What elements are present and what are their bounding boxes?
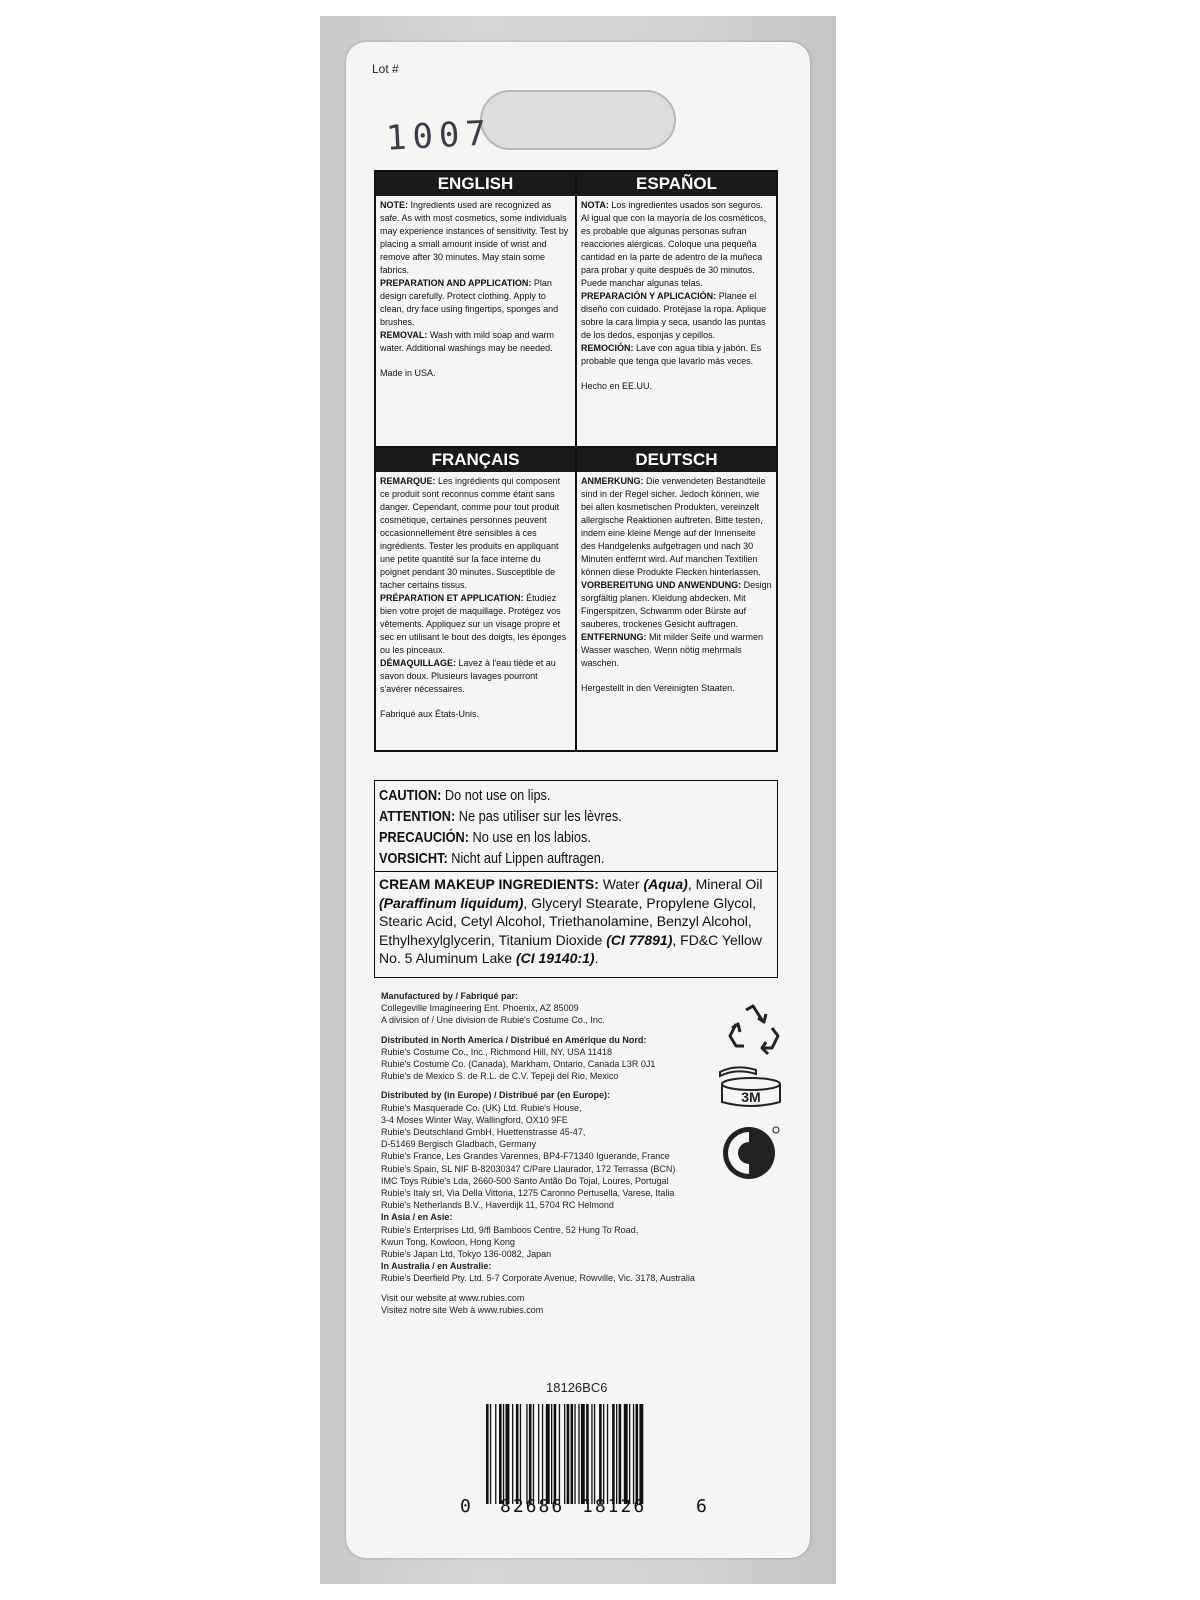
barcode-bar: [629, 1404, 630, 1504]
english-removal-text: Wash with mild soap and warm water. Additional washings may be needed.: [380, 330, 555, 353]
lot-number-stamp: 1007: [385, 113, 493, 159]
english-prep-text: Plan design carefully. Protect clothing. Apply to clean, dry face using fingertips, sponges and brushes.: [380, 278, 559, 327]
caution-line-fr: ATTENTION: Ne pas utiliser sur les lèvres.: [379, 808, 622, 825]
english-note-label: NOTE:: [380, 200, 408, 210]
german-removal-label: ENTFERNUNG:: [581, 632, 647, 642]
barcode-bar: [567, 1404, 570, 1504]
spanish-header: ESPAÑOL: [577, 172, 776, 196]
barcode-bar: [546, 1404, 550, 1504]
europe-line: Rubie's Masquerade Co. (UK) Ltd. Rubie's House,: [381, 1102, 582, 1113]
barcode-bar: [538, 1404, 539, 1504]
website-line: Visit our website at www.rubies.com: [381, 1292, 525, 1303]
barcode-group-1: 82686: [500, 1496, 565, 1517]
barcode-bar: [526, 1404, 527, 1504]
green-dot-icon: [722, 1124, 780, 1182]
english-body: [376, 196, 575, 383]
manufactured-heading: Manufactured by / Fabriqué par:: [381, 991, 519, 1001]
language-instructions-grid: [374, 170, 778, 752]
caution-warnings: [375, 781, 777, 872]
lot-label: Lot #: [372, 62, 399, 76]
north-america-line: Rubie's Costume Co., Inc., Richmond Hill, NY, USA 11418: [381, 1046, 612, 1057]
german-prep-label: VORBEREITUNG UND ANWENDUNG:: [581, 580, 742, 590]
australia-heading: In Australia / en Australie:: [381, 1261, 492, 1272]
english-section: [375, 171, 576, 447]
north-america-heading: Distributed in North America / Distribué en Amérique du Nord:: [381, 1034, 647, 1045]
barcode-bar: [499, 1404, 502, 1504]
barcode-bar: [520, 1404, 521, 1504]
caution-line-de: VORSICHT: Nicht auf Lippen auftragen.: [379, 850, 605, 867]
barcode-bar: [591, 1404, 592, 1504]
barcode-bar: [490, 1404, 491, 1504]
north-america-line: Rubie's de Mexico S. de R.L. de C.V. Tepeji del Rio, Mexico: [381, 1071, 619, 1082]
french-note-label: REMARQUE:: [380, 476, 436, 486]
french-prep-label: PRÉPARATION ET APPLICATION:: [380, 593, 524, 603]
french-section: [375, 447, 576, 751]
product-code: 18126BC6: [546, 1380, 608, 1395]
barcode-bar: [503, 1404, 504, 1504]
caution-line-en: CAUTION: Do not use on lips.: [379, 787, 551, 804]
europe-line: Rubie's Deutschland GmbH, Huettenstrasse 45-47,: [381, 1127, 586, 1138]
spanish-body: [577, 196, 776, 396]
barcode-bar: [506, 1404, 510, 1504]
barcode-bar: [603, 1404, 604, 1504]
german-body: [577, 472, 776, 698]
australia-line: Rubie's Deerfield Pty. Ltd. 5-7 Corporate Avenue, Rowville, Vic. 3178, Australia: [381, 1273, 695, 1284]
german-removal-text: Mit milder Seife und warmen Wasser waschen. Wenn nötig mehrmals waschen.: [581, 632, 764, 668]
french-removal-text: Lavez à l'eau tiède et au savon doux. Plusieurs lavages pourront s'avérer nécessaires.: [380, 658, 556, 694]
spanish-removal-text: Lave con agua tibia y jabón. Es probable que tenga que lavarlo más veces.: [581, 343, 762, 366]
north-america-line: Rubie's Costume Co. (Canada), Markham, Ontario, Canada L3R 0J1: [381, 1059, 656, 1070]
caution-line-es: PRECAUCIÓN: No use en los labios.: [379, 829, 591, 846]
german-note-label: ANMERKUNG:: [581, 476, 644, 486]
spanish-prep-label: PREPARACIÓN Y APLICACIÓN:: [581, 291, 717, 301]
french-note-text: Les ingrédients qui composent ce produit sont reconnus comme étant sans danger. Cependant, comme pour tout produit cosmétique, certaines personnes peuvent occasionnellement être sensibles à ces ingrédients. Tester les produits en appliquant une petite quantité sur la face interne du poignet pendant 30 minutes. Susceptible de tacher certains tissus.: [380, 476, 561, 590]
asia-heading: In Asia / en Asie:: [381, 1212, 453, 1223]
barcode-bar: [639, 1404, 643, 1504]
german-header: DEUTSCH: [577, 448, 776, 472]
english-header: ENGLISH: [376, 172, 575, 196]
europe-line: Rubie's Italy srl, Via Della Vittoria, 1275 Caronno Pertusella, Varese, Italia: [381, 1188, 675, 1199]
manufactured-line: A division of / Une division de Rubie's Costume Co., Inc.: [381, 1015, 605, 1026]
german-made-in: Hergestellt in den Vereinigten Staaten.: [581, 683, 735, 693]
barcode-bar: [551, 1404, 552, 1504]
english-made-in: Made in USA.: [380, 368, 436, 378]
barcode-bar: [574, 1404, 575, 1504]
spanish-prep-text: Planee el diseño con cuidado. Protéjase la ropa. Aplique sobre la cara limpia y seca, usando las puntas de los dedos, esponjas y cepillos.: [581, 291, 767, 340]
english-note-text: Ingredients used are recognized as safe. As with most cosmetics, some individuals may experience instances of sensitivity. Test by placing a small amount inside of wrist and remove after 30 minutes. May stain some fabrics.: [380, 200, 569, 275]
manufactured-line: Collegeville Imagineering Ent. Phoenix, AZ 85009: [381, 1003, 579, 1014]
barcode-bar: [542, 1404, 543, 1504]
barcode-bar: [529, 1404, 532, 1504]
french-prep-text: Étudiez bien votre projet de maquillage. Protégez vos vêtements. Appliquez sur un visage propre et sec en utilisant le bout des doigts, les éponges ou les pinceaux.: [380, 593, 567, 655]
barcode-bar: [571, 1404, 574, 1504]
barcode-bar: [559, 1404, 560, 1504]
barcode-bar: [578, 1404, 579, 1504]
europe-line: D-51469 Bergisch Gladbach, Germany: [381, 1139, 537, 1150]
barcode-bar: [599, 1404, 602, 1504]
barcode-bar: [586, 1404, 589, 1504]
europe-line: IMC Toys Rubie's Lda, 2660-500 Santo Antão Do Tojal, Loures, Portugal: [381, 1175, 669, 1186]
barcode-bar: [616, 1404, 617, 1504]
europe-line: Rubie's Netherlands B.V., Haverdijk 11, 5704 RC Helmond: [381, 1200, 614, 1211]
barcode-bar: [619, 1404, 622, 1504]
barcode-bar: [512, 1404, 513, 1504]
asia-line: Kwun Tong, Kowloon, Hong Kong: [381, 1236, 515, 1247]
barcode-bar: [495, 1404, 496, 1504]
europe-line: 3-4 Moses Winter Way, Wallingford, OX10 9FE: [381, 1114, 568, 1125]
caution-ingredients-box: [374, 780, 778, 978]
french-header: FRANÇAIS: [376, 448, 575, 472]
hang-hole: [480, 90, 676, 150]
jar-label: 3M: [741, 1089, 761, 1105]
barcode-bar: [533, 1404, 534, 1504]
barcode-bar: [624, 1404, 628, 1504]
europe-line: Rubie's France, Les Grandes Varennes, BP4-F71340 Iguerande, France: [381, 1151, 670, 1162]
barcode-bar: [516, 1404, 519, 1504]
barcode-bar: [612, 1404, 615, 1504]
english-prep-label: PREPARATION AND APPLICATION:: [380, 278, 532, 288]
barcode-group-2: 18126: [582, 1496, 647, 1517]
europe-heading: Distributed by (in Europe) / Distribué par (en Europe):: [381, 1090, 611, 1101]
ingredients-list: CREAM MAKEUP INGREDIENTS: Water (Aqua), Mineral Oil (Paraffinum liquidum), Glyceryl Stearate, Propylene Glycol, Stearic Acid, Cetyl Alcohol, Triethanolamine, Benzyl Alcohol, Ethylhexylglycerin, Titanium Dioxide (CI 77891), FD&C Yellow No. 5 Aluminum Lake (CI 19140:1).: [379, 876, 763, 966]
french-body: [376, 472, 575, 724]
german-section: [576, 447, 777, 751]
spanish-removal-label: REMOCIÓN:: [581, 343, 634, 353]
barcode-digit-left: 0: [460, 1496, 471, 1517]
spanish-section: [576, 171, 777, 447]
barcode-bar: [564, 1404, 565, 1504]
asia-line: Rubie's Enterprises Ltd, 9/fl Bamboos Centre, 52 Hung To Road,: [381, 1224, 639, 1235]
barcode: [486, 1404, 688, 1504]
barcode-bar: [581, 1404, 585, 1504]
barcode-digit-right: 6: [696, 1496, 707, 1517]
french-removal-label: DÉMAQUILLAGE:: [380, 658, 456, 668]
website-line: Visitez notre site Web à www.rubies.com: [381, 1304, 544, 1315]
spanish-made-in: Hecho en EE.UU.: [581, 381, 653, 391]
barcode-bar: [636, 1404, 639, 1504]
asia-line: Rubie's Japan Ltd, Tokyo 136-0082, Japan: [381, 1249, 552, 1260]
barcode-bar: [633, 1404, 634, 1504]
french-made-in: Fabriqué aux États-Unis.: [380, 709, 480, 719]
barcode-bar: [594, 1404, 595, 1504]
barcode-bar: [607, 1404, 608, 1504]
europe-line: Rubie's Spain, SL NIF B-82030347 C/Pare Llaurador, 172 Terrassa (BCN): [381, 1163, 676, 1174]
barcode-bar: [554, 1404, 557, 1504]
barcode-bar: [486, 1404, 489, 1504]
german-prep-text: Design sorgfältig planen. Kleidung abdecken. Mit Fingerspitzen, Schwamm oder Bürste auf sauberes, trockenes Gesicht auftragen.: [581, 580, 772, 629]
english-removal-label: REMOVAL:: [380, 330, 428, 340]
spanish-note-label: NOTA:: [581, 200, 609, 210]
german-note-text: Die verwendeten Bestandteile sind in der Regel sicher. Jedoch können, wie bei allen kosmetischen Produkten, vereinzelt allergische Reaktionen auftreten. Bitte testen, indem eine kleine Menge auf der Innenseite des Handgelenks aufgetragen und nach 30 Minuten entfernt wird. Auf manchen Textilien können diese Produkte Flecken hinterlassen.: [581, 476, 766, 577]
spanish-note-text: Los ingredientes usados son seguros. Al igual que con la mayoría de los cosméticos, es probable que algunas personas sufran reacciones alérgicas. Coloque una pequeña cantidad en la parte de adentro de la muñeca para probar y quite después de 30 minutos. Puede manchar algunas telas.: [581, 200, 767, 288]
recycle-icon: [722, 1002, 784, 1060]
distribution-info: [381, 990, 741, 1316]
open-jar-icon: [716, 1062, 786, 1110]
